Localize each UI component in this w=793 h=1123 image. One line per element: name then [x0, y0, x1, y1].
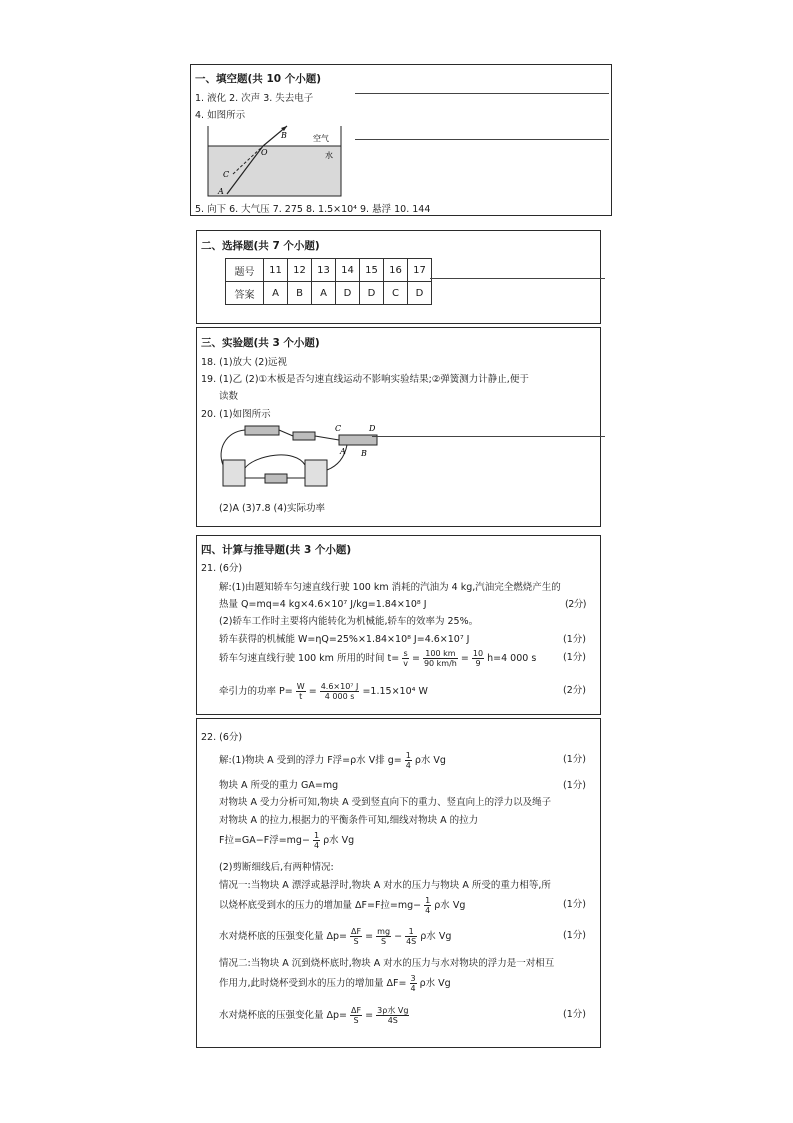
- numerator: 10: [472, 649, 484, 658]
- denominator: 90 km/h: [423, 659, 457, 668]
- fraction: [296, 682, 306, 701]
- section-calculation: [196, 535, 601, 715]
- section-question-22: [196, 718, 601, 1048]
- denominator: S: [353, 1016, 359, 1025]
- solution-line: [219, 649, 594, 668]
- divider: [372, 436, 605, 437]
- numerator: 100 km: [423, 649, 458, 659]
- solution-text: F拉=GA−F浮=mg−: [219, 835, 310, 846]
- solution-line: 解:(1)由题知轿车匀速直线行驶 100 km 消耗的汽油为 4 kg,汽油完全燃烧产生的: [219, 582, 561, 593]
- label-C: C: [335, 424, 342, 433]
- solution-line: [219, 831, 594, 850]
- fraction: [376, 927, 391, 946]
- section-multiple-choice: [196, 230, 601, 324]
- table-cell: B: [288, 282, 312, 305]
- label-B: B: [361, 449, 367, 458]
- score-mark: (1分): [563, 780, 586, 791]
- denominator: S: [353, 937, 359, 946]
- label-C: C: [223, 170, 230, 179]
- fraction: [405, 751, 412, 770]
- equals: =: [411, 653, 420, 664]
- denominator: 4: [405, 761, 411, 770]
- denominator: 4: [425, 906, 431, 915]
- circuit-diagram: [215, 420, 395, 496]
- numerator: 1: [313, 831, 320, 840]
- denominator: 4: [410, 984, 416, 993]
- numerator: 3ρ水 Vg: [377, 1006, 409, 1015]
- solution-line: [219, 682, 594, 701]
- equals: =: [365, 1010, 374, 1021]
- solution-line: 情况二:当物块 A 沉到烧杯底时,物块 A 对水的压力与水对物块的浮力是一对相互: [219, 958, 555, 969]
- table-cell: D: [408, 282, 432, 305]
- solution-line: [219, 751, 594, 770]
- answer-q20: 20. (1)如图所示: [201, 409, 271, 420]
- solution-text: 作用力,此时烧杯受到水的压力的增加量 ΔF=: [219, 978, 407, 989]
- fraction: [405, 927, 417, 946]
- section-title: 二、选择题(共 7 个小题): [201, 240, 320, 252]
- table-cell: 16: [384, 259, 408, 282]
- minus: −: [394, 931, 403, 942]
- fraction: [350, 927, 362, 946]
- score-mark: (1分): [563, 634, 586, 645]
- answer-row-1: 1. 液化 2. 次声 3. 失去电子: [195, 93, 314, 104]
- table-row: [226, 282, 432, 305]
- denominator: 4 000 s: [324, 692, 355, 701]
- solution-text: 解:(1)物块 A 受到的浮力 F浮=ρ水 V排 g=: [219, 755, 402, 766]
- denominator: 4: [313, 841, 320, 850]
- score-mark: (1分): [563, 899, 586, 910]
- equals: =: [365, 931, 374, 942]
- solution-line: 情况一:当物块 A 漂浮或悬浮时,物块 A 对水的压力与物块 A 所受的重力相等,所: [219, 880, 551, 891]
- numerator: 1: [405, 751, 411, 760]
- divider: [355, 93, 609, 94]
- solution-text: 轿车匀速直线行驶 100 km 所用的时间 t=: [219, 653, 400, 664]
- table-cell: 17: [408, 259, 432, 282]
- solution-text: ρ水 Vg: [420, 931, 452, 942]
- denominator: 4S: [406, 937, 417, 946]
- equals: =: [460, 653, 469, 664]
- label-A: A: [218, 187, 224, 196]
- denominator: 4S: [387, 1016, 398, 1025]
- equals: =: [308, 686, 317, 697]
- fraction: [410, 974, 417, 993]
- table-cell: 11: [264, 259, 288, 282]
- solution-line: (2)剪断细线后,有两种情况:: [219, 862, 334, 873]
- refraction-diagram: [205, 122, 345, 198]
- numerator: 1: [405, 927, 417, 937]
- score-mark: (1分): [563, 652, 586, 663]
- table-cell: 12: [288, 259, 312, 282]
- fraction: [376, 1006, 409, 1025]
- label-water: 水: [325, 151, 333, 160]
- solution-line: [219, 631, 594, 645]
- table-cell: 14: [336, 259, 360, 282]
- table-cell: A: [264, 282, 288, 305]
- numerator: 4.6×10⁷ J: [320, 682, 359, 691]
- score-mark: (2分): [563, 685, 586, 696]
- numerator: ΔF: [351, 927, 362, 936]
- solution-text: ρ水 Vg: [414, 755, 446, 766]
- numerator: W: [296, 682, 305, 691]
- table-row: [226, 259, 432, 282]
- denominator: 9: [475, 659, 481, 668]
- divider: [430, 278, 605, 279]
- answer-row-3: 5. 向下 6. 大气压 7. 275 8. 1.5×10⁴ 9. 悬浮 10. 144: [195, 204, 431, 215]
- label-B: B: [281, 131, 287, 140]
- table-cell: D: [336, 282, 360, 305]
- denominator: v: [403, 659, 408, 668]
- fraction: [402, 649, 409, 668]
- answer-table: [225, 258, 432, 305]
- score-mark: (2分): [565, 599, 586, 610]
- section-experiment: [196, 327, 601, 527]
- solution-line: [219, 927, 594, 946]
- solution-line: [219, 974, 594, 993]
- fraction: [472, 649, 484, 668]
- solution-line: [219, 596, 594, 610]
- answer-q19: 19. (1)乙 (2)①木板是否匀速直线运动不影响实验结果;②弹簧测力计静止,便于: [201, 374, 529, 385]
- section-title: 一、填空题(共 10 个小题): [195, 73, 322, 85]
- solution-text: 水对烧杯底的压强变化量 Δp=: [219, 1010, 348, 1021]
- solution-text: h=4 000 s: [487, 653, 537, 664]
- score-mark: (1分): [563, 1009, 586, 1020]
- solution-line: 对物块 A 受力分析可知,物块 A 受到竖直向下的重力、竖直向上的浮力以及绳子: [219, 797, 552, 808]
- answer-q18: 18. (1)放大 (2)远视: [201, 357, 288, 368]
- numerator: 3: [410, 974, 416, 983]
- label-air: 空气: [313, 134, 329, 143]
- fraction: [313, 831, 320, 850]
- numerator: ΔF: [351, 1006, 362, 1015]
- solution-text: 以烧杯底受到水的压力的增加量 ΔF=F拉=mg−: [219, 900, 422, 911]
- label-O: O: [261, 148, 268, 157]
- label-D: D: [369, 424, 376, 433]
- divider: [355, 139, 609, 140]
- table-cell: 题号: [226, 259, 264, 282]
- answer-row-2: 4. 如图所示: [195, 110, 246, 121]
- question-21: 21. (6分): [201, 563, 243, 574]
- solution-text: ρ水 Vg: [419, 978, 451, 989]
- fraction: [424, 896, 431, 915]
- solution-text: 轿车获得的机械能 W=ηQ=25%×1.84×10⁸ J=4.6×10⁷ J: [219, 634, 470, 645]
- section-title: 四、计算与推导题(共 3 个小题): [201, 544, 352, 556]
- label-A: A: [340, 447, 346, 456]
- numerator: mg: [377, 927, 391, 936]
- solution-text: =1.15×10⁴ W: [362, 686, 428, 697]
- table-cell: A: [312, 282, 336, 305]
- denominator: S: [381, 937, 387, 946]
- fraction: [350, 1006, 362, 1025]
- table-cell: 13: [312, 259, 336, 282]
- numerator: 1: [425, 896, 431, 905]
- fraction: [320, 682, 360, 701]
- section-fill-blank: [190, 64, 612, 216]
- solution-text: 热量 Q=mq=4 kg×4.6×10⁷ J/kg=1.84×10⁸ J: [219, 599, 427, 610]
- solution-line: (2)轿车工作时主要将内能转化为机械能,轿车的效率为 25%。: [219, 616, 479, 627]
- solution-text: ρ水 Vg: [323, 835, 355, 846]
- score-mark: (1分): [563, 754, 586, 765]
- score-mark: (1分): [563, 930, 586, 941]
- table-cell: C: [384, 282, 408, 305]
- solution-text: 物块 A 所受的重力 GA=mg: [219, 780, 339, 791]
- table-cell: 15: [360, 259, 384, 282]
- solution-line: 对物块 A 的拉力,根据力的平衡条件可知,细线对物块 A 的拉力: [219, 815, 479, 826]
- numerator: s: [403, 649, 408, 658]
- solution-text: 牵引力的功率 P=: [219, 686, 293, 697]
- fraction: [423, 649, 458, 668]
- table-cell: D: [360, 282, 384, 305]
- solution-text: ρ水 Vg: [434, 900, 466, 911]
- solution-line: [219, 1006, 594, 1025]
- solution-line: [219, 777, 594, 791]
- section-title: 三、实验题(共 3 个小题): [201, 337, 320, 349]
- answer-q19-cont: 读数: [219, 391, 239, 402]
- question-22: 22. (6分): [201, 732, 243, 743]
- solution-text: 水对烧杯底的压强变化量 Δp=: [219, 931, 348, 942]
- solution-line: [219, 896, 594, 915]
- answer-q20-rest: (2)A (3)7.8 (4)实际功率: [219, 503, 326, 514]
- table-cell: 答案: [226, 282, 264, 305]
- denominator: t: [299, 692, 303, 701]
